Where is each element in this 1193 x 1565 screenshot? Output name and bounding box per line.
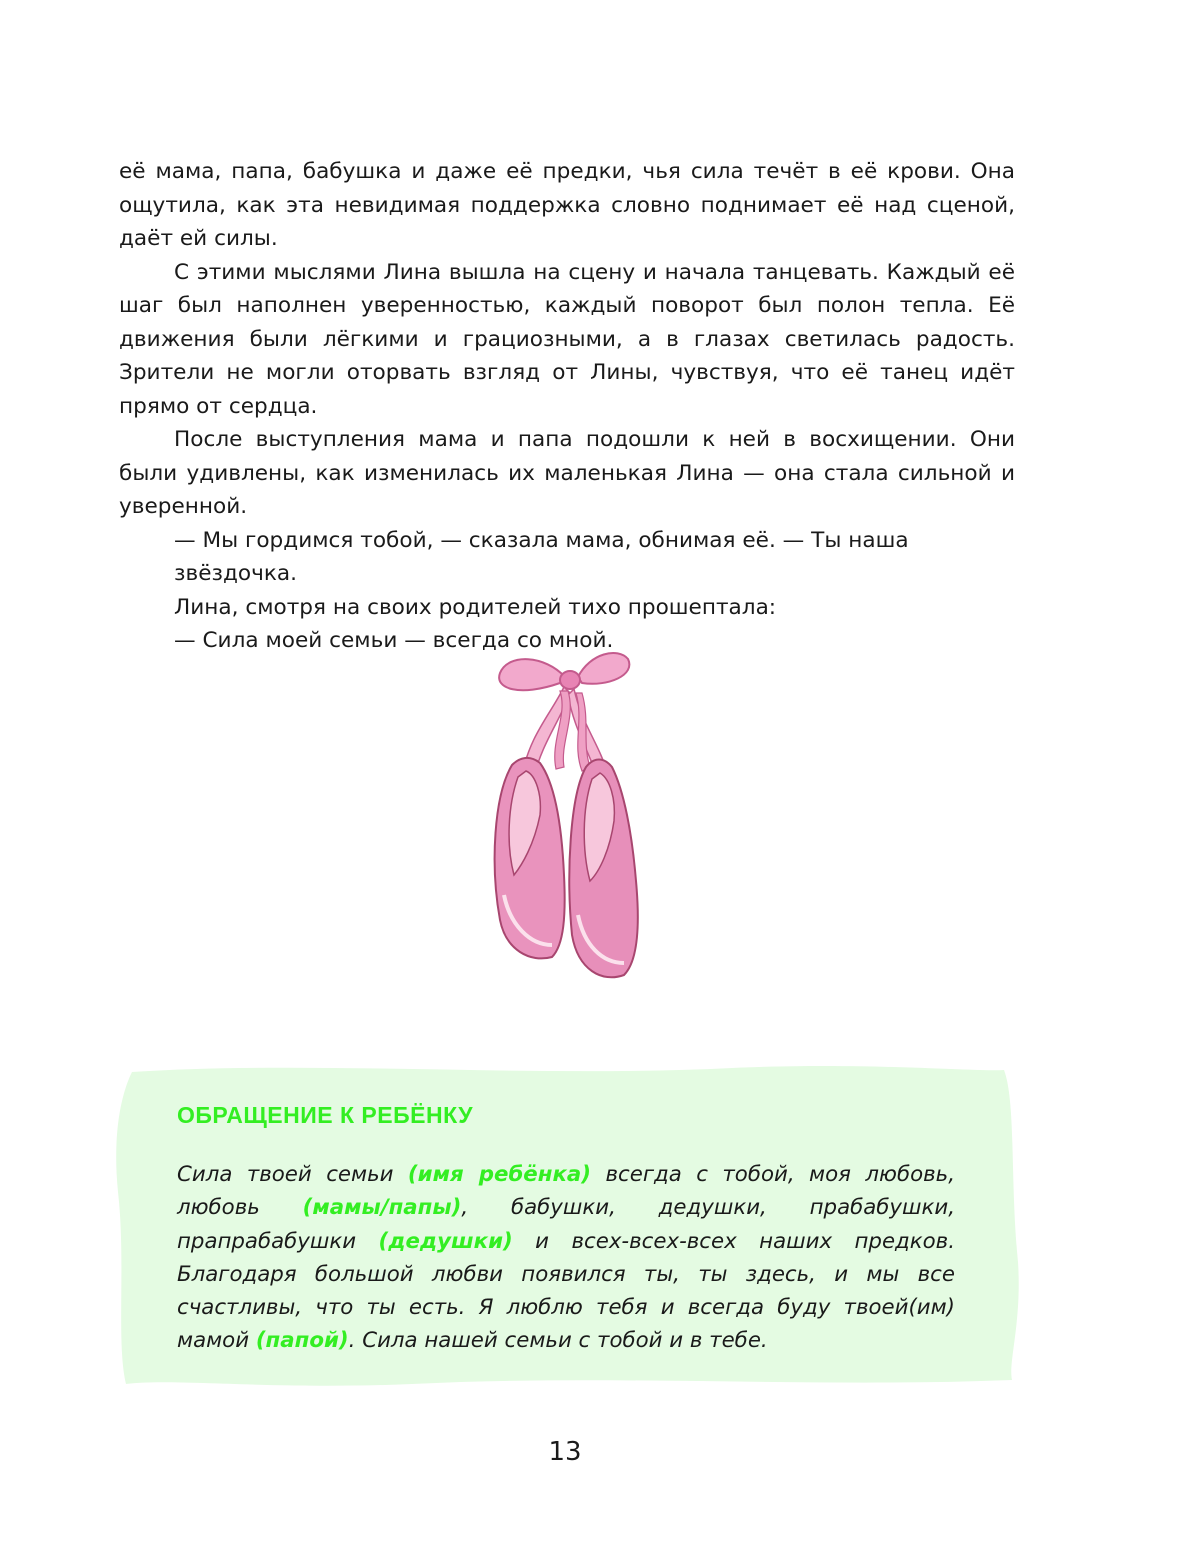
dialogue-line: — Сила моей семьи — всегда со мной.	[174, 628, 614, 653]
placeholder-father: (папой)	[255, 1328, 349, 1354]
dialogue-line: — Мы гордимся тобой, — сказала мама, обнимая её. — Ты наша звёздочка.	[174, 527, 909, 586]
address-text-part: всегда с тобой, моя любовь, любовь	[177, 1162, 955, 1221]
page-number: 13	[548, 1437, 582, 1467]
paragraph: Лина, смотря на своих родителей тихо прошептала:	[174, 594, 777, 620]
address-text	[177, 1158, 955, 1358]
address-text-part: , бабушки, дедушки, прабабушки, прапрабабушки	[177, 1195, 955, 1254]
address-title: ОБРАЩЕНИЕ К РЕБЁНКУ	[177, 1102, 474, 1128]
paragraph: После выступления мама и папа подошли к ней в восхищении. Они были удивлены, как изменилась их маленькая Лина — она стала сильной и уверенной.	[119, 427, 1015, 519]
ballet-shoes-illustration	[490, 645, 650, 1005]
story-text	[119, 155, 1015, 658]
address-text-part: и всех-всех-всех наших предков. Благодаря большой любви появился ты, ты здесь, и мы все счастливы, что ты есть. Я люблю тебя и всегда буду твоей(им) мамой	[177, 1228, 955, 1354]
placeholder-grandfather: (дедушки)	[378, 1228, 513, 1254]
address-to-child-box	[112, 1062, 1020, 1387]
ballet-pointe-shoes-icon	[490, 645, 650, 1005]
placeholder-parent: (мамы/папы)	[302, 1195, 462, 1221]
address-text-part: Сила твоей семьи	[177, 1162, 408, 1187]
paragraph: её мама, папа, бабушка и даже её предки, чья сила течёт в её крови. Она ощутила, как эта невидимая поддержка словно поднимает её над сценой, даёт ей силы.	[119, 159, 1015, 251]
paragraph: С этими мыслями Лина вышла на сцену и начала танцевать. Каждый её шаг был наполнен уверенностью, каждый поворот был полон тепла. Её движения были лёгкими и грациозными, а в глазах светилась радость. Зрители не могли оторвать взгляд от Лины, чувствуя, что её танец идёт прямо от сердца.	[119, 259, 1015, 419]
address-text-part: . Сила нашей семьи с тобой и в тебе.	[348, 1328, 768, 1354]
placeholder-child-name: (имя ребёнка)	[407, 1162, 592, 1187]
